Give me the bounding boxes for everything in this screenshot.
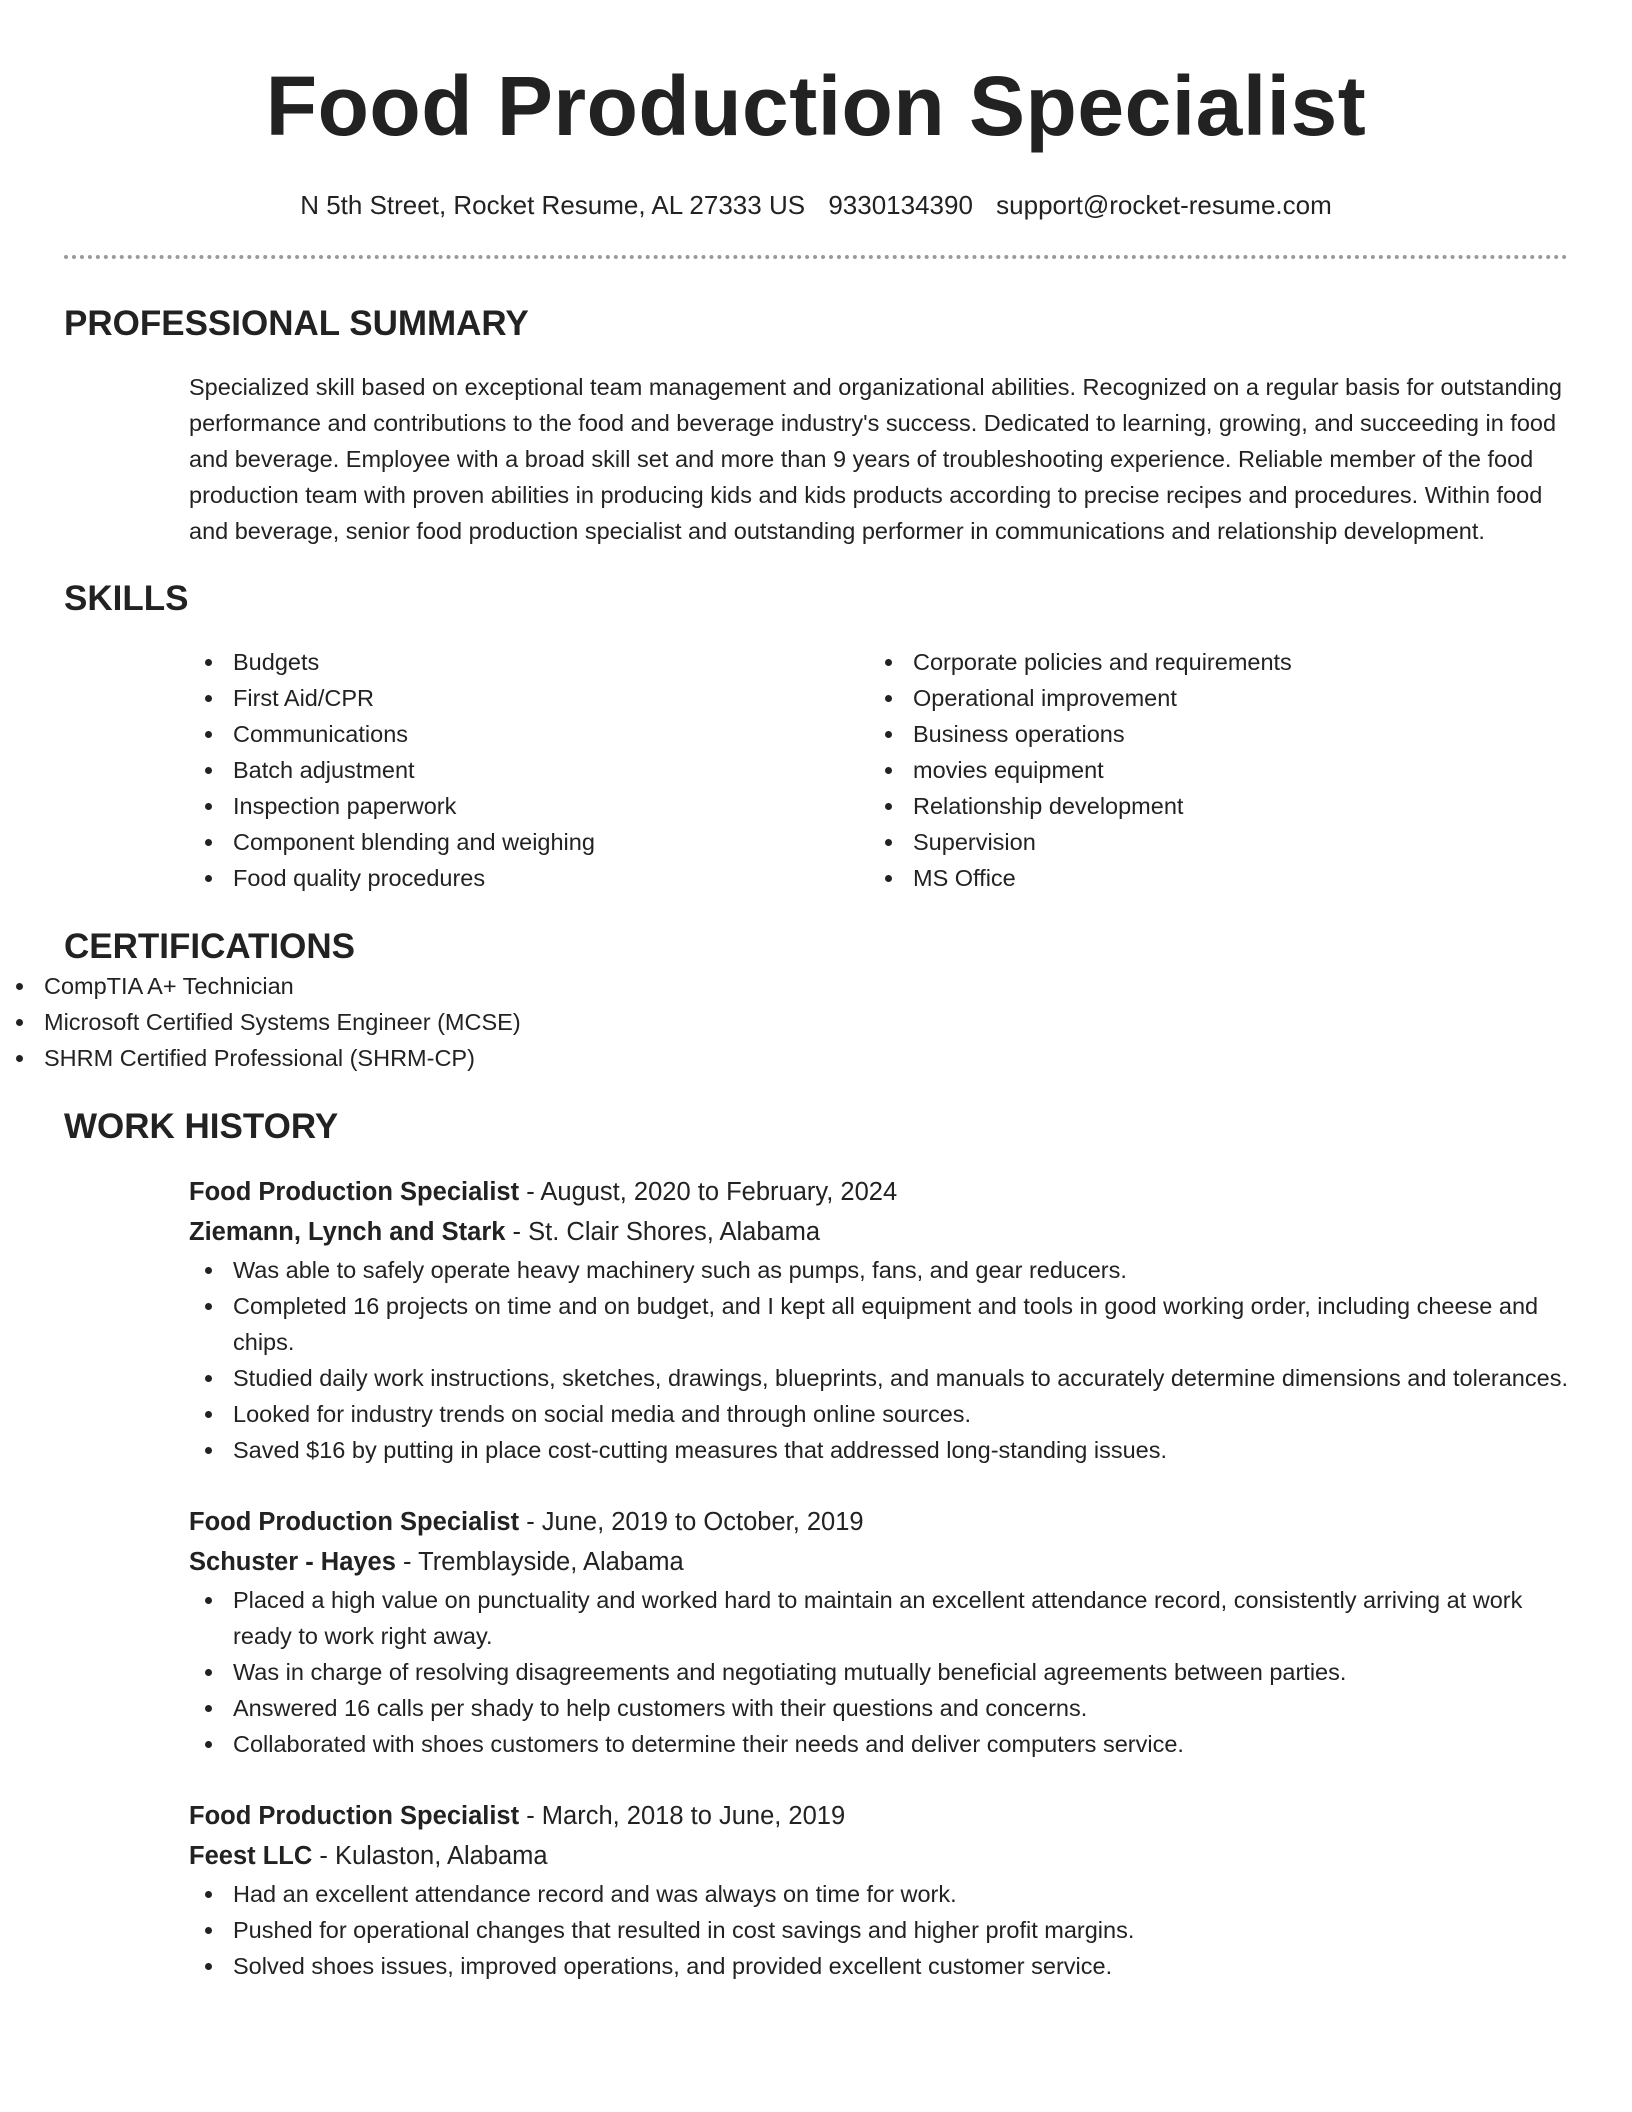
job-title-line: Food Production Specialist - August, 2020 to February, 2024 — [189, 1178, 898, 1206]
job-dates: June, 2019 to October, 2019 — [541, 1508, 864, 1536]
contact-line — [0, 189, 1632, 221]
job-bullet: Completed 16 projects on time and on budget, and I kept all equipment and tools in good working order, including cheese and chips. — [189, 1288, 1568, 1360]
job-bullet: Was in charge of resolving disagreements and negotiating mutually beneficial agreements between parties. — [189, 1654, 1568, 1690]
job-bullet: Solved shoes issues, improved operations, and provided excellent customer service. — [189, 1948, 1568, 1984]
certification-item: Microsoft Certified Systems Engineer (MCSE) — [0, 1004, 1632, 1040]
header-divider — [64, 255, 1568, 259]
certifications-list — [0, 968, 1632, 1076]
summary-text: Specialized skill based on exceptional team management and organizational abilities. Recognized on a regular basis for outstanding performance and contributions to the food and beverage industry's success. Dedicated to learning, growing, and succeeding in food and beverage. Employee with a broad skill set and more than 9 years of troubleshooting experience. Reliable member of the food production team with proven abilities in producing kids and kids products according to precise recipes and procedures. Within food and beverage, senior food production specialist and outstanding performer in communications and relationship development. — [189, 374, 1562, 544]
address: N 5th Street, Rocket Resume, AL 27333 US — [300, 190, 806, 220]
job-bullet: Pushed for operational changes that resulted in cost savings and higher profit margins. — [189, 1912, 1568, 1948]
skill-item: Relationship development — [869, 788, 1549, 824]
skill-item: Batch adjustment — [189, 752, 869, 788]
job-title: Food Production Specialist — [189, 1802, 520, 1830]
work-history-title: WORK HISTORY — [64, 1107, 339, 1146]
job-location: Tremblayside, Alabama — [418, 1548, 684, 1576]
skill-item: Component blending and weighing — [189, 824, 869, 860]
job-dates: August, 2020 to February, 2024 — [540, 1178, 898, 1206]
skill-item: Budgets — [189, 644, 869, 680]
job-bullets — [189, 1582, 1568, 1762]
job-company: Feest LLC — [189, 1842, 313, 1870]
certifications-section — [0, 926, 1632, 1076]
skills-left-column — [189, 644, 869, 896]
summary-section — [0, 303, 1632, 549]
skill-item: Food quality procedures — [189, 860, 869, 896]
job-bullet: Saved $16 by putting in place cost-cutting measures that addressed long-standing issues. — [189, 1432, 1568, 1468]
job-company-line: Schuster - Hayes - Tremblayside, Alabama — [189, 1548, 684, 1576]
job-title-line: Food Production Specialist - June, 2019 to October, 2019 — [189, 1508, 864, 1536]
phone: 9330134390 — [828, 190, 973, 220]
job-bullet: Collaborated with shoes customers to determine their needs and deliver computers service. — [189, 1726, 1568, 1762]
certifications-title: CERTIFICATIONS — [64, 927, 356, 966]
skills-section — [0, 578, 1632, 896]
job-location: St. Clair Shores, Alabama — [528, 1218, 821, 1246]
skill-item: Operational improvement — [869, 680, 1549, 716]
skills-columns — [189, 644, 1568, 896]
certification-item: CompTIA A+ Technician — [0, 968, 1632, 1004]
job-dates: March, 2018 to June, 2019 — [541, 1802, 846, 1830]
summary-title: PROFESSIONAL SUMMARY — [64, 304, 529, 343]
work-history-section — [0, 1106, 1632, 1984]
resume-header — [0, 0, 1632, 221]
job-company: Ziemann, Lynch and Stark — [189, 1218, 506, 1246]
job-location: Kulaston, Alabama — [334, 1842, 548, 1870]
skill-item: First Aid/CPR — [189, 680, 869, 716]
job-entry — [189, 1796, 1568, 1984]
job-title-line: Food Production Specialist - March, 2018 to June, 2019 — [189, 1802, 846, 1830]
job-title: Food Production Specialist — [189, 1178, 520, 1206]
job-bullets — [189, 1876, 1568, 1984]
skills-title: SKILLS — [64, 579, 189, 618]
skills-right-column — [869, 644, 1549, 896]
skill-item: MS Office — [869, 860, 1549, 896]
job-entry — [189, 1502, 1568, 1762]
certification-item: SHRM Certified Professional (SHRM-CP) — [0, 1040, 1632, 1076]
job-bullet: Answered 16 calls per shady to help customers with their questions and concerns. — [189, 1690, 1568, 1726]
job-bullet: Placed a high value on punctuality and worked hard to maintain an excellent attendance record, consistently arriving at work ready to work right away. — [189, 1582, 1568, 1654]
skill-item: movies equipment — [869, 752, 1549, 788]
candidate-name: Food Production Specialist — [265, 59, 1367, 153]
skill-item: Business operations — [869, 716, 1549, 752]
job-bullets — [189, 1252, 1568, 1468]
job-bullet: Studied daily work instructions, sketches, drawings, blueprints, and manuals to accurately determine dimensions and tolerances. — [189, 1360, 1568, 1396]
skill-item: Communications — [189, 716, 869, 752]
job-bullet: Looked for industry trends on social media and through online sources. — [189, 1396, 1568, 1432]
job-entry — [189, 1172, 1568, 1468]
skill-item: Inspection paperwork — [189, 788, 869, 824]
job-company-line: Feest LLC - Kulaston, Alabama — [189, 1842, 548, 1870]
job-title: Food Production Specialist — [189, 1508, 520, 1536]
skill-item: Corporate policies and requirements — [869, 644, 1549, 680]
job-company: Schuster - Hayes — [189, 1548, 396, 1576]
job-company-line: Ziemann, Lynch and Stark - St. Clair Shores, Alabama — [189, 1218, 821, 1246]
skill-item: Supervision — [869, 824, 1549, 860]
job-bullet: Had an excellent attendance record and was always on time for work. — [189, 1876, 1568, 1912]
email: support@rocket-resume.com — [996, 190, 1332, 220]
job-bullet: Was able to safely operate heavy machinery such as pumps, fans, and gear reducers. — [189, 1252, 1568, 1288]
